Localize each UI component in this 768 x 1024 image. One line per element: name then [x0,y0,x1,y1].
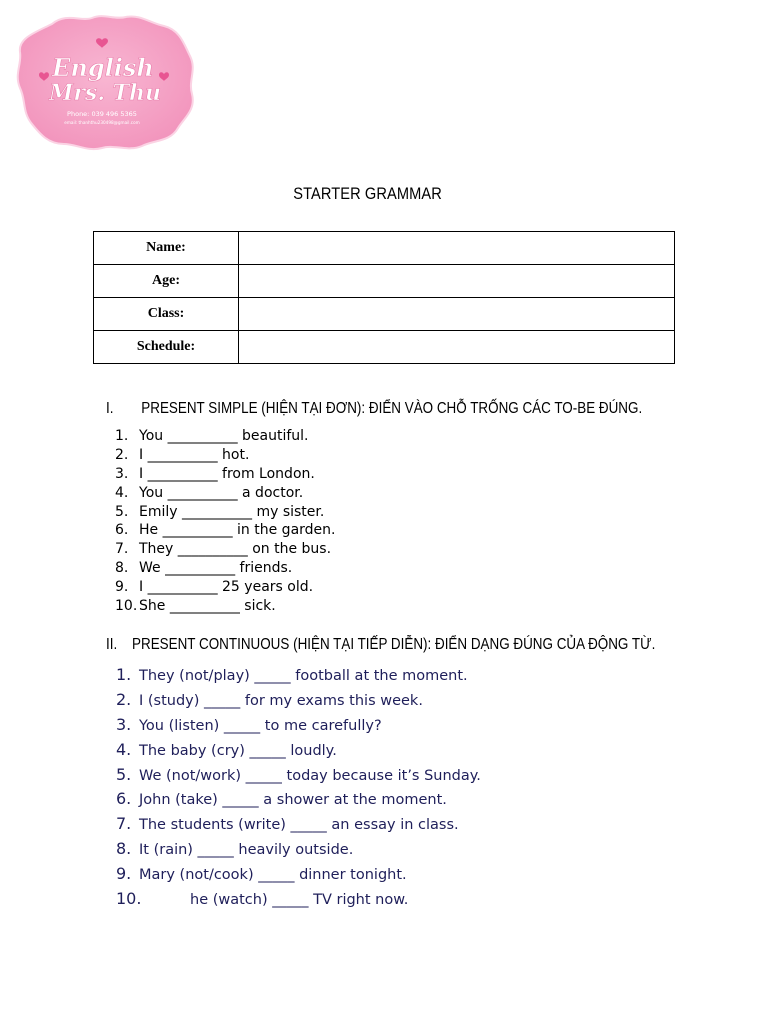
item-text: John (take) _____ a shower at the moment. [139,792,447,809]
schedule-field[interactable] [239,331,675,364]
item-number: 9. [115,579,129,596]
item-number: 4. [116,739,132,759]
name-label: Name: [94,232,239,265]
item-text: They (not/play) _____ football at the moment. [139,668,468,684]
list-item [115,597,335,616]
item-number: 9. [116,864,132,884]
list-item [115,540,335,559]
item-number: 8. [115,560,129,577]
item-number: 3. [116,714,132,734]
logo-phone: Phone: 039 496 5365 [67,110,137,118]
item-text: I __________ 25 years old. [139,579,314,596]
item-number: 6. [116,789,132,809]
age-field[interactable] [239,265,675,298]
item-text: he (watch) _____ TV right now. [190,892,409,909]
item-number: 6. [115,522,129,539]
item-text: Emily __________ my sister. [139,503,325,520]
table-row [94,298,675,331]
item-text: They __________ on the bus. [139,541,332,558]
item-number: 8. [116,839,132,859]
item-number: 10. [116,889,142,909]
item-text: She __________ sick. [139,598,276,615]
list-item [115,503,335,522]
list-item [115,427,335,446]
section-2-title: PRESENT CONTINUOUS (HIỆN TẠI TIẾP DIỄN): ĐIỂN DẠNG ĐÚNG CỦA ĐỘNG TỪ. [132,636,656,653]
section-1-title: PRESENT SIMPLE (HIỆN TẠI ĐƠN): ĐIỂN VÀO CHỖ TRỐNG CÁC TO-BE ĐÚNG. [141,400,643,417]
item-number: 4. [115,484,129,501]
item-number: 7. [116,814,132,834]
item-number: 1. [116,665,132,684]
list-item [116,837,481,862]
name-field[interactable] [239,232,675,265]
logo-badge [14,14,196,152]
section-1-heading [106,400,642,418]
item-text: I (study) _____ for my exams this week. [139,692,423,709]
logo-line2: Mrs. Thu [48,80,162,106]
item-text: We __________ friends. [139,560,293,577]
age-label: Age: [94,265,239,298]
item-number: 3. [115,465,129,482]
list-item [116,862,481,887]
item-number: 10. [115,598,138,615]
list-item [115,521,335,540]
item-number: 1. [115,428,129,444]
table-row [94,232,675,265]
item-text: The students (write) _____ an essay in class. [139,817,459,834]
item-number: 7. [115,541,129,558]
section-2-heading [106,636,655,654]
list-item [116,738,481,763]
item-text: The baby (cry) _____ loudly. [139,742,337,759]
item-number: 2. [116,689,132,709]
brand-logo [14,14,196,152]
list-item [115,446,335,465]
item-text: He __________ in the garden. [139,522,336,539]
list-item [115,578,335,597]
item-text: You __________ a doctor. [139,484,304,501]
item-text: We (not/work) _____ today because it’s Sunday. [139,767,481,784]
item-text: Mary (not/cook) _____ dinner tonight. [139,867,407,884]
list-item [116,787,481,812]
list-item [116,663,481,688]
section-2-number: II. [106,636,118,653]
list-item [116,763,481,788]
item-text: You __________ beautiful. [139,428,309,444]
list-item [116,812,481,837]
list-item [116,887,481,912]
item-number: 5. [115,503,129,520]
item-text: I __________ from London. [139,465,315,482]
list-item [115,484,335,503]
list-item [116,713,481,738]
item-text: It (rain) _____ heavily outside. [139,842,354,859]
class-label: Class: [94,298,239,331]
student-info-table [93,231,675,364]
section-1-number: I. [106,400,114,417]
class-field[interactable] [239,298,675,331]
logo-line1: English [52,53,154,82]
section-1-list [115,427,335,616]
list-item [115,559,335,578]
page-title: STARTER GRAMMAR [293,184,442,203]
logo-email: email: thanhthu230498@gmail.com [64,120,140,125]
list-item [116,688,481,713]
table-row [94,331,675,364]
schedule-label: Schedule: [94,331,239,364]
section-2-list [116,663,481,912]
item-number: 2. [115,446,129,463]
list-item [115,465,335,484]
item-text: I __________ hot. [139,446,250,463]
table-row [94,265,675,298]
item-text: You (listen) _____ to me carefully? [139,717,382,734]
item-number: 5. [116,764,132,784]
